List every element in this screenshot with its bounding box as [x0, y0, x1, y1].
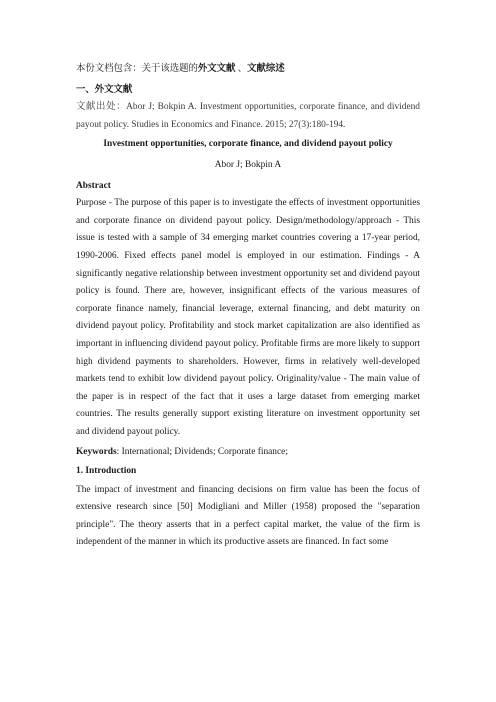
keywords-text: : International; Dividends; Corporate finance;: [116, 447, 288, 458]
keywords-label: Keywords: [76, 447, 117, 458]
intro-bold-literature-review: 文献综述: [247, 64, 285, 74]
abstract-heading: Abstract: [76, 180, 111, 191]
paper-title: Investment opportunities, corporate finance, and dividend payout policy: [103, 139, 393, 150]
paper-authors: Abor J; Bokpin A: [214, 159, 282, 170]
intro-bold-foreign-literature: 外文文献: [197, 64, 236, 74]
introduction-heading: 1. Introduction: [76, 466, 137, 477]
section-heading-foreign-literature: 一、外文文献: [76, 84, 133, 95]
intro-line: [76, 61, 420, 79]
intro-prefix: 本份文档包含：关于该选题的: [76, 64, 198, 74]
abstract-text: Purpose - The purpose of this paper is to investigate the effects of investment opportunities and corporate finance on dividend payout policy. Design/methodology/approach - This issue is tested with a sample of 34 emerging market countries covering a 17-year period, 1990-2006. Fixed effects panel model is employed in our estimation. Findings - A significantly negative relationship between investment opportunity set and dividend payout policy is found. There are, however, insignificant effects of the various measures of corporate finance namely, financial leverage, external financing, and debt maturity on dividend payout policy. Profitability and stock market capitalization are also identified as important in influencing dividend payout policy. Profitable firms are more likely to support high dividend payments to shareholders. However, firms in relatively well-developed markets tend to exhibit low dividend payout policy. Originality/value - The main value of the paper is in respect of the fact that it uses a large dataset from emerging market countries. The results generally support existing literature on investment opportunity set and dividend payout policy.: [76, 198, 420, 437]
source-citation: 文献出处：Abor J; Bokpin A. Investment opportunities, corporate finance, and dividend payout policy. Studies in Economics and Finance. 2015; 27(3):180-194.: [76, 102, 420, 130]
introduction-text: The impact of investment and financing decisions on firm value has been the focus of extensive research since [50] Modigliani and Miller (1958) proposed the "separation principle". The theory asserts that in a perfect capital market, the value of the firm is independent of the manner in which its productive assets are financed. In fact some: [76, 484, 420, 548]
intro-separator: 、: [235, 64, 248, 74]
document-content: [76, 61, 420, 552]
keywords-line: [76, 444, 420, 462]
